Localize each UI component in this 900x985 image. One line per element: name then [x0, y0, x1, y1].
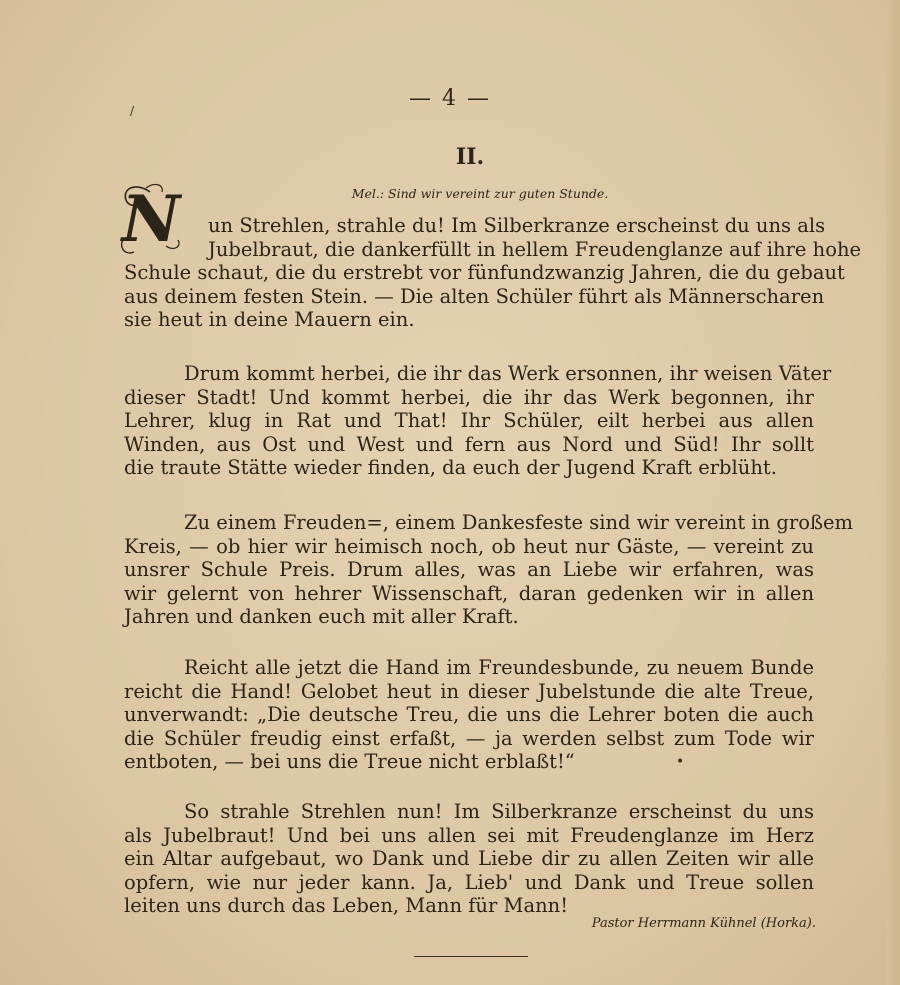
signature: Pastor Herrmann Kühnel (Horka). [591, 916, 816, 931]
text-line: Schule schaut, die du erstrebt vor fünfundzwanzig Jahren, die du gebaut [124, 261, 845, 285]
text-line: wir gelernt von hehrer Wissenschaft, daran gedenken wir in allen [124, 581, 814, 605]
text-line: So strahle Strehlen nun! Im Silberkranze erscheinst du uns [184, 800, 814, 823]
ink-speck: • [676, 754, 685, 770]
drop-cap: N [121, 182, 181, 257]
text-line: un Strehlen, strahle du! Im Silberkranze erscheinst du uns als [208, 214, 826, 237]
text-line: Lehrer, klug in Rat und That! Ihr Schüler, eilt herbei aus allen [124, 409, 814, 433]
text-line: Jubelbraut, die dankerfüllt in hellem Freudenglanze auf ihre hohe [208, 237, 862, 261]
text-line: Winden, aus Ost und West und fern aus Nord und Süd! Ihr sollt [124, 432, 814, 456]
melody-note: Mel.: Sind wir vereint zur guten Stunde. [351, 186, 609, 201]
text-line: ein Altar aufgebaut, wo Dank und Liebe dir zu allen Zeiten wir alle [124, 847, 814, 871]
text-line: dieser Stadt! Und kommt herbei, die ihr das Werk begonnen, ihr [124, 385, 814, 409]
text-line: leiten uns durch das Leben, Mann für Mann! [124, 894, 569, 918]
stanza-4 [124, 656, 814, 774]
text-line: unverwandt: „Die deutsche Treu, die uns die Lehrer boten die auch [124, 703, 814, 727]
text-line: aus deinem festen Stein. — Die alten Schüler führt als Männerscharen [124, 284, 825, 308]
text-line: entboten, — bei uns die Treue nicht erblaßt!“ [124, 750, 575, 774]
text-line: Zu einem Freuden=, einem Dankesfeste sind wir vereint in großem [184, 511, 853, 534]
text-line: sie heut in deine Mauern ein. [124, 308, 415, 332]
text-line: Kreis, — ob hier wir heimisch noch, ob heut nur Gäste, — vereint zu [124, 534, 814, 558]
text-line: die Schüler freudig einst erfaßt, — ja werden selbst zum Tode wir [124, 726, 814, 750]
ink-speck: / [130, 104, 135, 118]
section-heading: II. [455, 144, 485, 170]
text-line: reicht die Hand! Gelobet heut in dieser Jubelstunde die alte Treue, [124, 679, 814, 703]
text-line: opfern, wie nur jeder kann. Ja, Lieb' und Dank und Treue sollen [124, 870, 814, 894]
stanza-5 [124, 800, 814, 918]
text-line: Jahren und danken euch mit aller Kraft. [124, 605, 519, 629]
text-line: Reicht alle jetzt die Hand im Freundesbunde, zu neuem Bunde [184, 656, 814, 679]
stanza-3 [124, 511, 853, 629]
text-line: unsrer Schule Preis. Drum alles, was an Liebe wir erfahren, was [124, 558, 814, 582]
page-number: — 4 — [409, 86, 491, 111]
text-line: die traute Stätte wieder finden, da euch der Jugend Kraft erblüht. [124, 456, 777, 480]
stanza-1 [124, 214, 862, 332]
text-line: als Jubelbraut! Und bei uns allen sei mit Freudenglanze im Herz [124, 823, 814, 847]
text-line: Drum kommt herbei, die ihr das Werk ersonnen, ihr weisen Väter [184, 362, 832, 385]
stanza-2 [124, 362, 832, 480]
closing-rule [414, 956, 528, 957]
